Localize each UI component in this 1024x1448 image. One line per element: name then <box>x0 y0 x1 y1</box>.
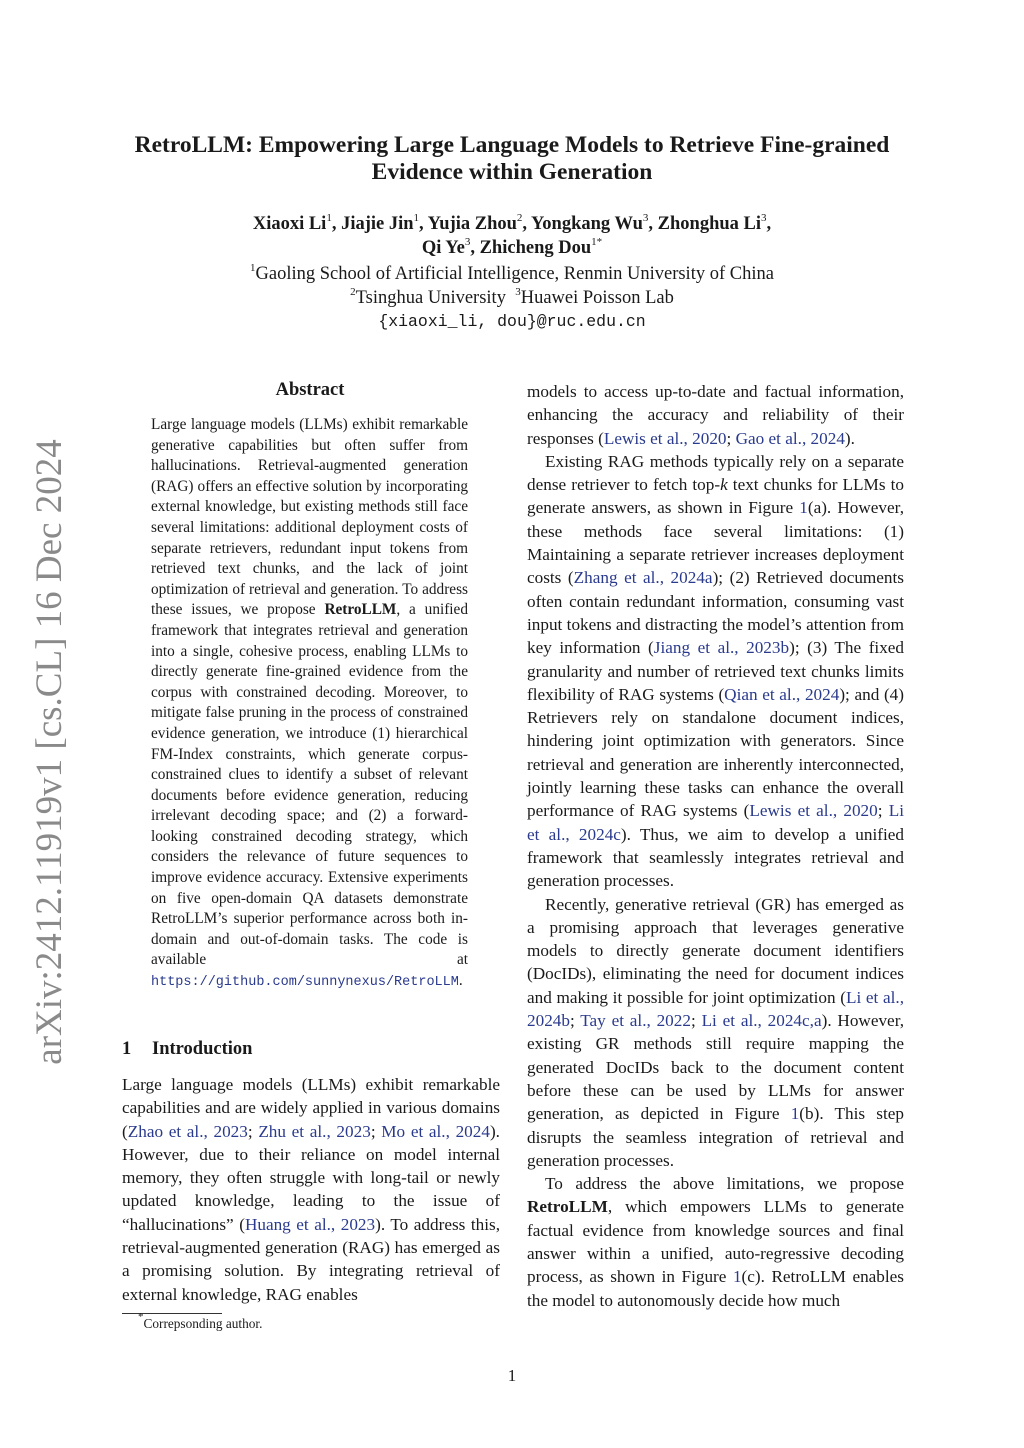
introduction-right-column <box>527 380 904 1312</box>
author-affil-mark: 2 <box>516 212 523 224</box>
author-affil-mark: 3 <box>761 212 767 224</box>
paragraph: Existing RAG methods typically rely on a separate dense retriever to fetch top-k text chunks for LLMs to generate answers, as shown in Figure 1(a). However, these methods face several limitations: (1) Maintaining a separate retriever increases deployment costs (Zhang et al., 2024a); (2) Retrieved documents often contain redundant information, consuming vast input tokens and distracting the model’s attention from key information (Jiang et al., 2023b); (3) The fixed granularity and number of retrieved text chunks limits flexibility of RAG systems (Qian et al., 2024); and (4) Retrievers rely on standalone document indices, hindering joint optimization with generators. Since retrieval and generation are inherently interconnected, jointly learning these tasks can enhance the overall performance of RAG systems (Lewis et al., 2020; Li et al., 2024c). Thus, we aim to develop a unified framework that seamlessly integrates retrieval and generation processes. <box>527 451 905 891</box>
citation-link[interactable]: Zhao et al., 2023 <box>127 1121 248 1141</box>
citation-link[interactable]: Mo et al., 2024 <box>381 1121 490 1141</box>
affiliations <box>100 262 924 334</box>
introduction-left-column <box>122 1073 500 1306</box>
abstract-body: Large language models (LLMs) exhibit remarkable generative capabilities but often suffer from hallucinations. Retrieval-augmented generation (RAG) offers an effective solution by incorporating external knowledge, but existing methods still face several limitations: additional deployment costs of separate retrievers, redundant input tokens from retrieved text chunks, and the lack of joint optimization of retrieval and generation. To address these issues, we propose RetroLLM, a unified framework that integrates retrieval and generation into a single, cohesive process, enabling LLMs to directly generate fine-grained evidence from the corpus with constrained decoding. Moreover, to mitigate false pruning in the process of constrained evidence generation, we introduce (1) hierarchical FM-Index constraints, which generate corpus-constrained clues to identify a subset of relevant documents before evidence generation, reducing irrelevant decoding space; and (2) a forward-looking constrained decoding strategy, which considers the relevance of future sequences to improve evidence accuracy. Extensive experiments on five open-domain QA datasets demonstrate RetroLLM’s superior performance across both in-domain and out-of-domain tasks. The code is available at https://github.com/sunnynexus/RetroLLM. <box>151 416 468 991</box>
citation-link[interactable]: Zhu et al., 2023 <box>258 1121 371 1141</box>
author-affil-mark: 3 <box>464 236 471 248</box>
author-affil-mark: 1 <box>413 212 420 224</box>
author-name: Zhonghua Li <box>657 214 762 234</box>
citation-link[interactable]: Li et al., 2024b <box>527 987 904 1031</box>
author-list: Xiaoxi Li$^1$, Jiajie Jin$^1$, Yujia Zhou$^2$, Yongkang Wu$^3$, Zhonghua Li$^3$, Qi Ye$^3$, Zhicheng Dou$^{1*}$ <box>252 212 772 258</box>
arxiv-identifier: arXiv:2412.11919v1 [cs.CL] 16 Dec 2024 <box>29 439 70 1065</box>
affiliation-line: $^1$Gaoling School of Artificial Intelligence, Renmin University of China <box>250 262 774 284</box>
section-heading-introduction: 1 Introduction <box>122 1039 253 1059</box>
affiliation-line: $^2$Tsinghua University $^3$Huawei Poisson Lab <box>350 286 674 308</box>
citation-link[interactable]: Li et al., 2024c <box>527 801 904 844</box>
citation-link[interactable]: Lewis et al., 2020 <box>749 801 878 821</box>
footnote-divider <box>122 1313 222 1314</box>
citation-link[interactable]: Tay et al., 2022 <box>580 1011 691 1031</box>
paragraph: To address the above limitations, we propose RetroLLM, which empowers LLMs to generate factual evidence from knowledge sources and final answer within a unified, auto-regressive decoding process, as shown in Figure 1(c). RetroLLM enables the model to autonomously decide how much <box>527 1174 904 1310</box>
author-name: Yongkang Wu <box>531 214 643 234</box>
author-name: Zhicheng Dou <box>479 238 592 258</box>
author-affil-mark: 1 <box>326 212 332 224</box>
author-name: Yujia Zhou <box>427 214 517 234</box>
figure-reference-link[interactable]: 1 <box>799 498 808 518</box>
page-number: 1 <box>507 1366 517 1385</box>
figure-reference-link[interactable]: 1 <box>732 1267 742 1287</box>
citation-link[interactable]: Jiang et al., 2023b <box>653 638 790 658</box>
author-name: Qi Ye <box>421 238 465 258</box>
citation-link[interactable]: Zhang et al., 2024a <box>573 568 713 588</box>
citation-link[interactable]: Gao et al., 2024 <box>735 428 845 448</box>
citation-link[interactable]: Qian et al., 2024 <box>724 684 840 704</box>
paragraph: Recently, generative retrieval (GR) has emerged as a promising approach that leverages generative models to directly generate document identifiers (DocIDs), eliminating the need for document indices and making it possible for joint optimization (Li et al., 2024b; Tay et al., 2022; Li et al., 2024c,a). However, existing GR methods still require mapping the generated DocIDs back to the document content before these can be used by LLMs for answer generation, as depicted in Figure 1(b). This step disrupts the seamless integration of retrieval and generation processes. <box>527 894 905 1170</box>
author-name: Jiajie Jin <box>341 214 414 234</box>
author-name: Xiaoxi Li <box>252 214 327 234</box>
citation-link[interactable]: Huang et al., 2023 <box>244 1214 376 1234</box>
paragraph: Large language models (LLMs) exhibit remarkable capabilities and are widely applied in various domains (Zhao et al., 2023; Zhu et al., 2023; Mo et al., 2024). However, due to their reliance on model internal memory, they often struggle with long-tail or newly updated knowledge, leading to the issue of “hallucinations” (Huang et al., 2023). To address this, retrieval-augmented generation (RAG) has emerged as a promising solution. By integrating retrieval of external knowledge, RAG enables <box>122 1075 500 1304</box>
system-name: RetroLLM <box>527 1197 608 1217</box>
figure-reference-link[interactable]: 1 <box>790 1104 800 1124</box>
code-link[interactable]: https://github.com/sunnynexus/RetroLLM <box>151 975 459 991</box>
abstract-heading: Abstract <box>275 380 345 400</box>
paper-title: RetroLLM: Empowering Large Language Models to Retrieve Fine-grained Evidence within Generation <box>134 132 890 185</box>
citation-link[interactable]: Lewis et al., 2020 <box>603 428 727 448</box>
footnote: *Correpsonding author. <box>138 1311 263 1331</box>
paragraph: models to access up-to-date and factual information, enhancing the accuracy and reliability of their responses (Lewis et al., 2020; Gao et al., 2024). <box>527 382 904 448</box>
contact-email: {xiaoxi_li, dou}@ruc.edu.cn <box>378 312 646 331</box>
author-affil-mark: 1* <box>591 236 603 248</box>
system-name: RetroLLM <box>324 601 397 619</box>
citation-link[interactable]: Li et al., 2024c,a <box>701 1011 822 1031</box>
author-affil-mark: 3 <box>642 212 649 224</box>
